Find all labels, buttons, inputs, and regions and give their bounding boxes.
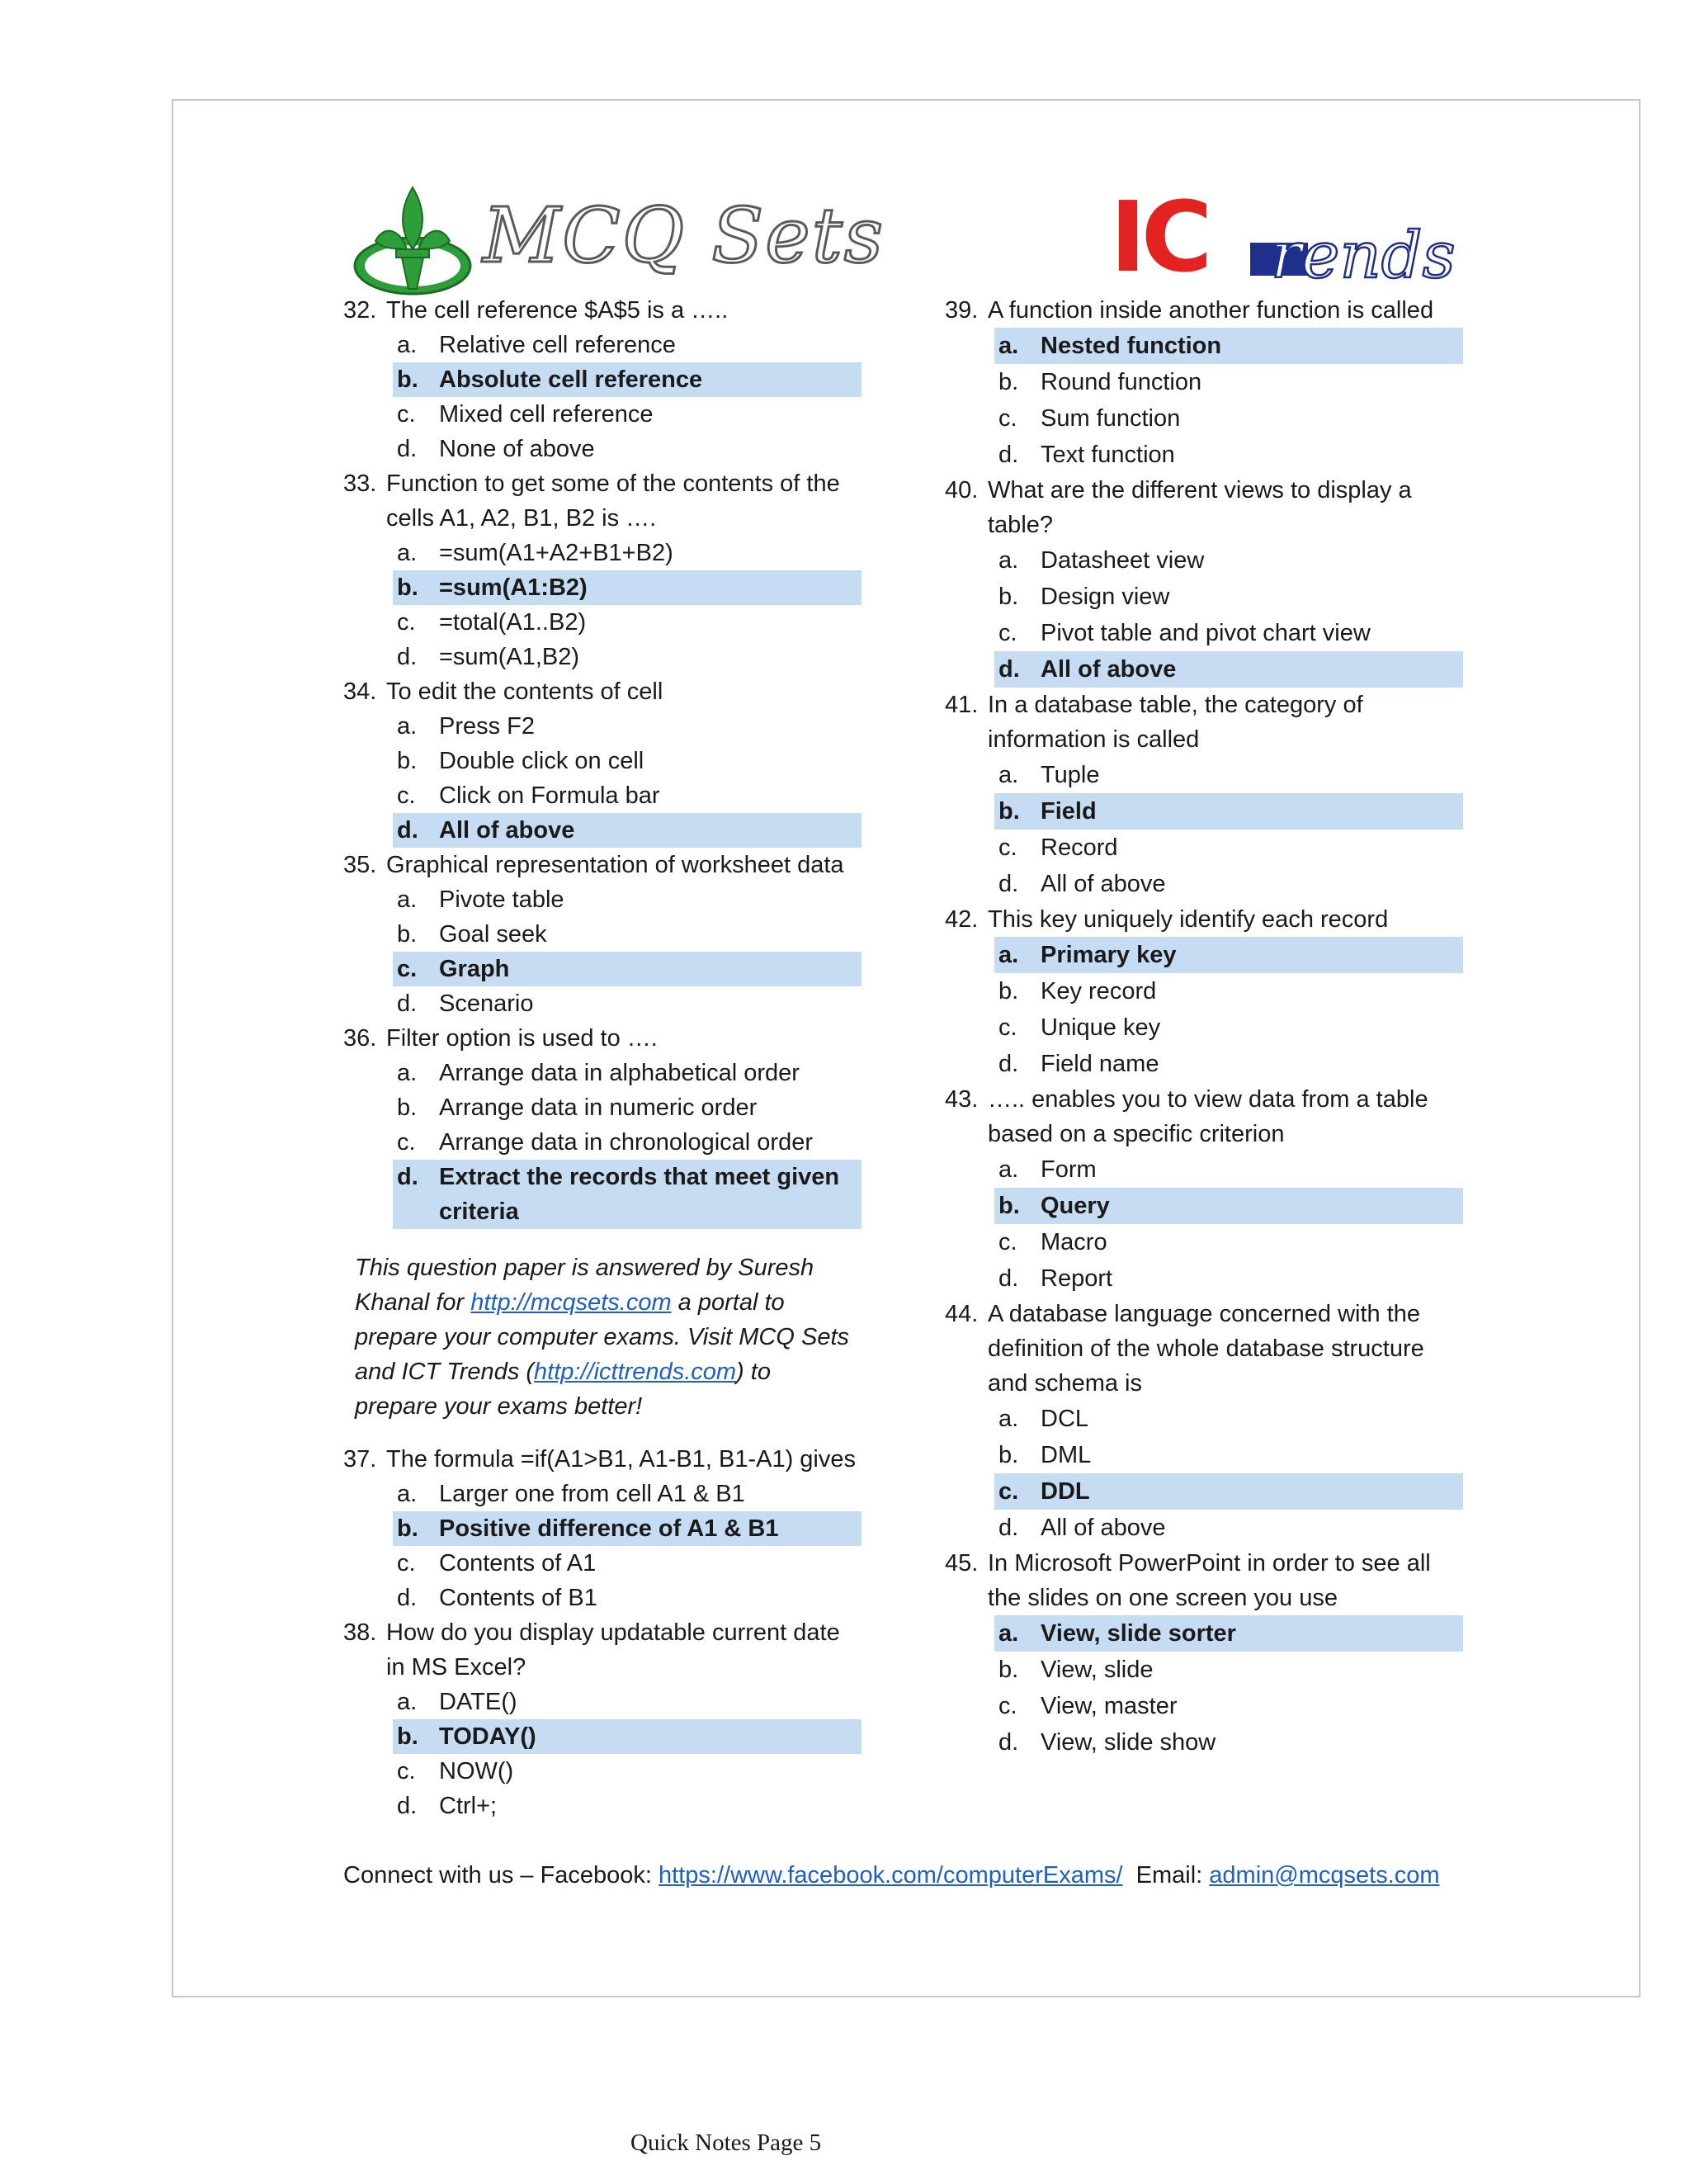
mcq-sets-logo-text: MCQ Sets bbox=[483, 191, 885, 280]
question-text: A database language concerned with the bbox=[988, 1301, 1421, 1327]
option-letter: d. bbox=[998, 1515, 1019, 1541]
option-text: Graph bbox=[439, 956, 510, 982]
question-text: The cell reference $A$5 is a ….. bbox=[386, 297, 729, 324]
question-text: definition of the whole database structure bbox=[988, 1335, 1424, 1362]
option-letter: a. bbox=[998, 942, 1019, 968]
answer-option bbox=[343, 1056, 871, 1090]
option-letter: a. bbox=[998, 762, 1019, 788]
option-letter: c. bbox=[998, 1693, 1017, 1719]
option-letter: d. bbox=[397, 990, 418, 1017]
question-40 bbox=[945, 473, 1473, 542]
question-text: table? bbox=[988, 512, 1054, 538]
option-text: Primary key bbox=[1041, 942, 1177, 968]
option-letter: d. bbox=[397, 436, 418, 462]
question-number: 37. bbox=[343, 1446, 377, 1473]
option-letter: d. bbox=[998, 442, 1019, 468]
question-text: How do you display updatable current date bbox=[386, 1619, 840, 1646]
option-letter: b. bbox=[397, 1723, 418, 1750]
option-text: Query bbox=[1041, 1193, 1110, 1219]
option-text: DDL bbox=[1041, 1478, 1090, 1505]
left-column bbox=[343, 293, 871, 1823]
answer-option-correct bbox=[393, 362, 862, 397]
option-text: Positive difference of A1 & B1 bbox=[439, 1515, 779, 1542]
option-letter: b. bbox=[998, 369, 1019, 395]
option-text: Ctrl+; bbox=[439, 1793, 498, 1819]
option-text: None of above bbox=[439, 436, 595, 462]
option-letter: a. bbox=[397, 886, 418, 913]
question-text: the slides on one screen you use bbox=[988, 1585, 1338, 1611]
facebook-link[interactable]: https://www.facebook.com/computerExams/ bbox=[659, 1862, 1123, 1889]
question-text: To edit the contents of cell bbox=[386, 678, 663, 705]
answer-option bbox=[945, 1224, 1473, 1260]
option-text: =sum(A1+A2+B1+B2) bbox=[439, 540, 673, 566]
footer-email-label: Email: bbox=[1122, 1862, 1210, 1889]
option-letter: c. bbox=[998, 620, 1017, 646]
answer-option bbox=[343, 397, 871, 432]
question-42 bbox=[945, 902, 1473, 937]
option-text: Pivote table bbox=[439, 886, 564, 913]
trends-logo-text: rends bbox=[1271, 219, 1456, 293]
question-33 bbox=[343, 466, 871, 536]
option-letter: c. bbox=[998, 1478, 1019, 1505]
question-number: 36. bbox=[343, 1025, 377, 1052]
question-41 bbox=[945, 688, 1473, 757]
answer-option bbox=[945, 542, 1473, 579]
option-letter: c. bbox=[397, 1550, 416, 1577]
answer-option-correct bbox=[994, 793, 1463, 830]
question-number: 44. bbox=[945, 1301, 979, 1327]
option-text: Field name bbox=[1041, 1051, 1159, 1077]
answer-option-correct bbox=[393, 1719, 862, 1754]
option-text: Absolute cell reference bbox=[439, 366, 703, 393]
answer-option bbox=[343, 1685, 871, 1719]
option-text: Record bbox=[1041, 834, 1118, 861]
option-letter: c. bbox=[397, 401, 416, 428]
answer-option bbox=[945, 1009, 1473, 1046]
option-text: =total(A1..B2) bbox=[439, 609, 587, 636]
answer-option bbox=[343, 1754, 871, 1789]
option-text: Contents of A1 bbox=[439, 1550, 597, 1577]
option-letter: a. bbox=[998, 1156, 1019, 1183]
question-number: 43. bbox=[945, 1086, 979, 1113]
email-link[interactable]: admin@mcqsets.com bbox=[1209, 1862, 1440, 1889]
answer-option bbox=[945, 866, 1473, 902]
question-text: In a database table, the category of bbox=[988, 692, 1363, 718]
option-text: Macro bbox=[1041, 1229, 1107, 1255]
option-letter: b. bbox=[998, 978, 1019, 1005]
answer-option-correct bbox=[393, 813, 862, 848]
option-letter: c. bbox=[397, 956, 418, 982]
answer-option-correct bbox=[393, 570, 862, 605]
question-number: 32. bbox=[343, 297, 377, 324]
option-letter: c. bbox=[397, 1129, 416, 1156]
question-text: This key uniquely identify each record bbox=[988, 906, 1389, 933]
option-text: Design view bbox=[1041, 584, 1170, 610]
option-text: Arrange data in chronological order bbox=[439, 1129, 813, 1156]
answer-option bbox=[945, 1046, 1473, 1082]
option-letter: a. bbox=[998, 1406, 1019, 1432]
question-text: cells A1, A2, B1, B2 is …. bbox=[386, 505, 657, 532]
answer-option-correct bbox=[994, 328, 1463, 364]
question-group-3 bbox=[945, 293, 1473, 1761]
ict-logo-text: IC bbox=[1110, 180, 1208, 294]
option-text: View, master bbox=[1041, 1693, 1178, 1719]
answer-option bbox=[343, 536, 871, 570]
answer-option bbox=[343, 986, 871, 1021]
option-letter: b. bbox=[397, 748, 418, 774]
answer-note bbox=[343, 1250, 858, 1424]
answer-option bbox=[945, 1510, 1473, 1546]
answer-option bbox=[945, 830, 1473, 866]
question-text: Graphical representation of worksheet data bbox=[386, 852, 844, 878]
answer-option bbox=[343, 1477, 871, 1511]
answer-option bbox=[343, 605, 871, 640]
question-text: A function inside another function is called bbox=[988, 297, 1434, 324]
question-35 bbox=[343, 848, 871, 882]
option-letter: c. bbox=[998, 1229, 1017, 1255]
question-38 bbox=[343, 1615, 871, 1685]
answer-option bbox=[945, 1260, 1473, 1297]
answer-option bbox=[945, 1724, 1473, 1761]
question-group-1 bbox=[343, 293, 871, 1229]
option-text: Mixed cell reference bbox=[439, 401, 654, 428]
option-text: DML bbox=[1041, 1442, 1092, 1468]
option-letter: a. bbox=[397, 1060, 418, 1086]
option-text: Text function bbox=[1041, 442, 1175, 468]
option-letter: a. bbox=[397, 1481, 418, 1507]
answer-option-correct bbox=[994, 1473, 1463, 1510]
option-text: Goal seek bbox=[439, 921, 547, 948]
question-number: 40. bbox=[945, 477, 979, 503]
question-number: 33. bbox=[343, 470, 377, 497]
answer-option-correct bbox=[393, 1511, 862, 1546]
option-letter: d. bbox=[998, 656, 1020, 683]
answer-option bbox=[945, 1652, 1473, 1688]
option-text: Pivot table and pivot chart view bbox=[1041, 620, 1371, 646]
option-letter: d. bbox=[998, 1265, 1019, 1292]
option-text: Round function bbox=[1041, 369, 1202, 395]
answer-option bbox=[343, 328, 871, 362]
question-text: ….. enables you to view data from a table bbox=[988, 1086, 1428, 1113]
option-letter: b. bbox=[998, 1657, 1019, 1683]
answer-option bbox=[343, 709, 871, 744]
answer-option-correct bbox=[994, 1188, 1463, 1224]
option-text: NOW() bbox=[439, 1758, 514, 1785]
question-34 bbox=[343, 674, 871, 709]
question-45 bbox=[945, 1546, 1473, 1615]
answer-option bbox=[945, 757, 1473, 793]
option-text: Arrange data in numeric order bbox=[439, 1094, 758, 1121]
option-text: All of above bbox=[439, 817, 575, 844]
answer-option bbox=[343, 1125, 871, 1160]
option-letter: a. bbox=[998, 333, 1019, 359]
option-letter: d. bbox=[397, 1164, 418, 1190]
option-text: Click on Formula bar bbox=[439, 782, 660, 809]
option-letter: b. bbox=[397, 921, 418, 948]
option-text: =sum(A1,B2) bbox=[439, 644, 580, 670]
answer-option bbox=[945, 400, 1473, 437]
footer-prefix: Connect with us – Facebook: bbox=[343, 1862, 659, 1889]
option-letter: d. bbox=[397, 1793, 418, 1819]
option-text: Extract the records that meet given criteria bbox=[439, 1164, 840, 1225]
option-text: TODAY() bbox=[439, 1723, 536, 1750]
option-text: Key record bbox=[1041, 978, 1157, 1005]
question-44 bbox=[945, 1297, 1473, 1401]
question-number: 39. bbox=[945, 297, 979, 324]
option-letter: d. bbox=[397, 644, 418, 670]
question-text: The formula =if(A1>B1, A1-B1, B1-A1) gives bbox=[386, 1446, 856, 1473]
option-text: DATE() bbox=[439, 1689, 517, 1715]
option-letter: c. bbox=[998, 1014, 1017, 1041]
question-43 bbox=[945, 1082, 1473, 1151]
question-number: 35. bbox=[343, 852, 377, 878]
option-text: Field bbox=[1041, 798, 1097, 825]
answer-option bbox=[945, 437, 1473, 473]
answer-option-correct bbox=[393, 952, 862, 986]
option-text: Unique key bbox=[1041, 1014, 1161, 1041]
option-letter: c. bbox=[998, 834, 1017, 861]
answer-option bbox=[343, 1546, 871, 1581]
option-text: Double click on cell bbox=[439, 748, 644, 774]
answer-option bbox=[343, 778, 871, 813]
answer-option bbox=[343, 1789, 871, 1823]
answer-option-correct bbox=[994, 937, 1463, 973]
note-text-3: ) to prepare your exams better! bbox=[355, 1359, 771, 1420]
question-text: In Microsoft PowerPoint in order to see all bbox=[988, 1550, 1431, 1577]
option-letter: d. bbox=[397, 817, 418, 844]
answer-option bbox=[343, 640, 871, 674]
option-text: Press F2 bbox=[439, 713, 536, 740]
option-letter: d. bbox=[998, 1729, 1019, 1756]
question-text: in MS Excel? bbox=[386, 1654, 526, 1681]
option-text: Datasheet view bbox=[1041, 547, 1205, 574]
option-letter: b. bbox=[998, 798, 1020, 825]
option-letter: c. bbox=[397, 609, 416, 636]
option-letter: b. bbox=[397, 366, 418, 393]
answer-option bbox=[343, 1090, 871, 1125]
option-text: View, slide sorter bbox=[1041, 1620, 1236, 1647]
question-36 bbox=[343, 1021, 871, 1056]
option-letter: d. bbox=[397, 1585, 418, 1611]
option-text: View, slide bbox=[1041, 1657, 1154, 1683]
option-letter: a. bbox=[397, 332, 418, 358]
answer-option bbox=[945, 615, 1473, 651]
answer-option bbox=[945, 579, 1473, 615]
option-text: Relative cell reference bbox=[439, 332, 676, 358]
option-text: =sum(A1:B2) bbox=[439, 574, 588, 601]
option-text: Report bbox=[1041, 1265, 1113, 1292]
question-32 bbox=[343, 293, 871, 328]
option-text: All of above bbox=[1041, 656, 1177, 683]
option-letter: c. bbox=[397, 782, 416, 809]
question-number: 42. bbox=[945, 906, 979, 933]
answer-option-correct bbox=[393, 1160, 862, 1229]
note-text-2: a portal to prepare your computer exams. Visit MCQ Sets and ICT Trends ( bbox=[355, 1289, 850, 1385]
option-letter: d. bbox=[998, 1051, 1019, 1077]
option-letter: b. bbox=[397, 1515, 418, 1542]
icttrends-link[interactable]: http://icttrends.com bbox=[534, 1359, 737, 1385]
question-number: 45. bbox=[945, 1550, 979, 1577]
option-text: All of above bbox=[1041, 871, 1166, 897]
page-number: Quick Notes Page 5 bbox=[630, 2130, 822, 2156]
answer-option bbox=[945, 1151, 1473, 1188]
answer-option-correct bbox=[994, 651, 1463, 688]
answer-option bbox=[945, 1437, 1473, 1473]
answer-option bbox=[343, 917, 871, 952]
question-text: based on a specific criterion bbox=[988, 1121, 1285, 1147]
right-column bbox=[945, 293, 1473, 1761]
option-text: Arrange data in alphabetical order bbox=[439, 1060, 800, 1086]
option-text: All of above bbox=[1041, 1515, 1166, 1541]
answer-option bbox=[343, 1581, 871, 1615]
option-letter: d. bbox=[998, 871, 1019, 897]
question-text: Filter option is used to …. bbox=[386, 1025, 658, 1052]
option-text: View, slide show bbox=[1041, 1729, 1216, 1756]
footer-contact bbox=[343, 1862, 1440, 1889]
option-text: Tuple bbox=[1041, 762, 1100, 788]
question-39 bbox=[945, 293, 1473, 328]
question-text: and schema is bbox=[988, 1370, 1142, 1397]
mcqsets-link[interactable]: http://mcqsets.com bbox=[470, 1289, 672, 1316]
option-text: Larger one from cell A1 & B1 bbox=[439, 1481, 745, 1507]
fleur-de-lis-icon bbox=[351, 183, 474, 299]
option-letter: a. bbox=[397, 1689, 418, 1715]
option-letter: b. bbox=[998, 1193, 1020, 1219]
question-group-2 bbox=[343, 1442, 871, 1823]
question-number: 38. bbox=[343, 1619, 377, 1646]
question-text: What are the different views to display a bbox=[988, 477, 1412, 503]
option-letter: a. bbox=[397, 540, 418, 566]
answer-option bbox=[945, 1401, 1473, 1437]
option-text: Scenario bbox=[439, 990, 534, 1017]
option-letter: a. bbox=[998, 547, 1019, 574]
option-text: Nested function bbox=[1041, 333, 1222, 359]
answer-option bbox=[945, 364, 1473, 400]
option-letter: c. bbox=[397, 1758, 416, 1785]
question-number: 41. bbox=[945, 692, 979, 718]
question-number: 34. bbox=[343, 678, 377, 705]
answer-option-correct bbox=[994, 1615, 1463, 1652]
option-letter: a. bbox=[397, 713, 418, 740]
question-text: information is called bbox=[988, 726, 1200, 753]
note-text-1: This question paper is answered by Suresh Khanal for bbox=[355, 1255, 814, 1316]
option-text: Sum function bbox=[1041, 405, 1181, 432]
answer-option bbox=[343, 882, 871, 917]
option-letter: c. bbox=[998, 405, 1017, 432]
mcq-sets-logo bbox=[351, 183, 885, 299]
question-37 bbox=[343, 1442, 871, 1477]
option-letter: b. bbox=[998, 1442, 1019, 1468]
option-text: DCL bbox=[1041, 1406, 1089, 1432]
answer-option bbox=[343, 432, 871, 466]
option-letter: b. bbox=[397, 574, 418, 601]
option-letter: b. bbox=[998, 584, 1019, 610]
option-text: Form bbox=[1041, 1156, 1097, 1183]
question-text: Function to get some of the contents of the bbox=[386, 470, 840, 497]
answer-option bbox=[945, 1688, 1473, 1724]
ict-trends-logo bbox=[1110, 180, 1465, 295]
option-letter: b. bbox=[397, 1094, 418, 1121]
option-letter: a. bbox=[998, 1620, 1019, 1647]
option-text: Contents of B1 bbox=[439, 1585, 597, 1611]
answer-option bbox=[945, 973, 1473, 1009]
answer-option bbox=[343, 744, 871, 778]
